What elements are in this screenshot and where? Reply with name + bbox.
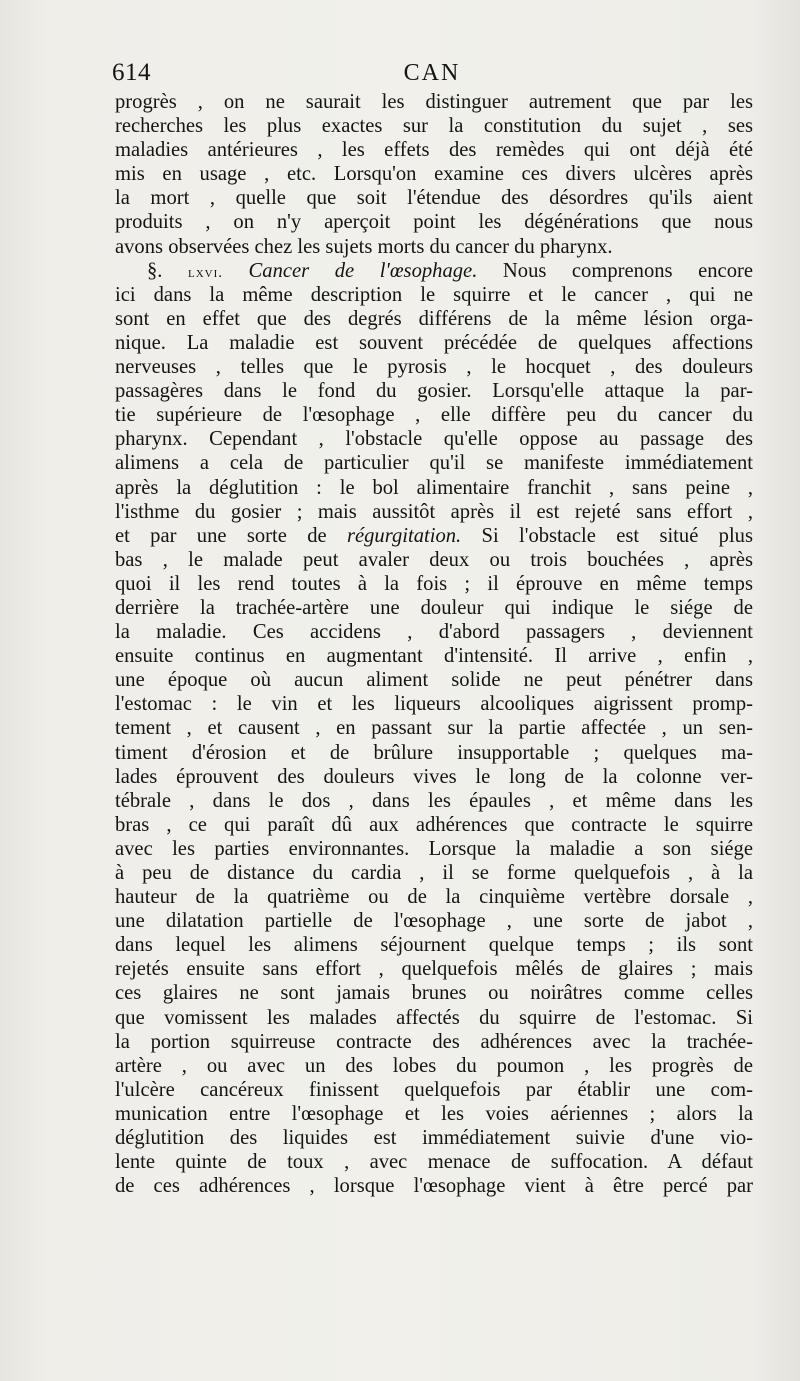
text-line: passagères dans le fond du gosier. Lorsqu'elle attaque la par- [115,380,753,403]
text-line: que vomissent les malades affectés du squirre de l'estomac. Si [115,1006,753,1029]
text-line: la mort , quelle que soit l'étendue des désordres qu'ils aient [115,187,753,210]
text-line: bras , ce qui paraît dû aux adhérences que contracte le squirre [115,813,753,836]
page-number: 614 [112,59,151,86]
text-line: alimens a cela de particulier qu'il se manifeste immédiatement [115,452,753,475]
text-line: ces glaires ne sont jamais brunes ou noirâtres comme celles [115,982,753,1005]
text-line: ici dans la même description le squirre et le cancer , qui ne [115,283,753,306]
section-title: Cancer de l'œsophage. [223,259,478,282]
section-heading-rest: Nous comprenons encore [477,259,753,282]
section-sign: §. [147,259,188,282]
text-line: l'ulcère cancéreux finissent quelquefois par établir une com- [115,1078,753,1101]
text-line: mis en usage , etc. Lorsqu'on examine ces divers ulcères après [115,163,753,186]
text-line: hauteur de la quatrième ou de la cinquième vertèbre dorsale , [115,886,753,909]
text-line: à peu de distance du cardia , il se forme quelquefois , à la [115,862,753,884]
text-line: pharynx. Cependant , l'obstacle qu'elle oppose au passage des [115,428,753,451]
text-line: tement , et causent , en passant sur la partie affectée , un sen- [115,717,753,740]
text-line: nerveuses , telles que le pyrosis , le hocquet , des douleurs [115,356,753,379]
text-line: déglutition des liquides est immédiatement suivie d'une vio- [115,1127,753,1150]
text-line: de ces adhérences , lorsque l'œsophage vient à être percé par [115,1175,753,1198]
text-line: la maladie. Ces accidens , d'abord passagers , deviennent [115,621,753,644]
text-line: lente quinte de toux , avec menace de suffocation. A défaut [115,1151,753,1174]
text-line-with-italic [115,524,753,548]
text-line: artère , ou avec un des lobes du poumon , les progrès de [115,1054,753,1077]
text-line: l'estomac : le vin et les liqueurs alcooliques aigrissent promp- [115,693,753,716]
text-line: quoi il les rend toutes à la fois ; il éprouve en même temps [115,572,753,595]
text-line: recherches les plus exactes sur la constitution du sujet , ses [115,115,753,138]
text-line: nique. La maladie est souvent précédée de quelques affections [115,331,753,354]
text-line: après la déglutition : le bol alimentaire franchit , sans peine , [115,476,753,499]
line-segment: et par une sorte de [115,524,347,547]
text-line: rejetés ensuite sans effort , quelquefois mêlés de glaires ; mais [115,958,753,981]
text-line: tébrale , dans le dos , dans les épaules , et même dans les [115,789,753,812]
text-line: la portion squirreuse contracte des adhérences avec la trachée- [115,1030,753,1053]
page-header [112,56,752,90]
text-line: dans lequel les alimens séjournent quelque temps ; ils sont [115,934,753,957]
text-line: produits , on n'y aperçoit point les dégénérations que nous [115,211,753,234]
text-line: avons observées chez les sujets morts du cancer du pharynx. [115,235,613,258]
italic-term: régurgitation. [346,524,462,547]
text-line: timent d'érosion et de brûlure insupportable ; quelques ma- [115,741,753,764]
text-line: maladies antérieures , les effets des remèdes qui ont déjà été [115,139,753,162]
section-number: lxvi. [187,264,224,281]
text-line: tie supérieure de l'œsophage , elle diffère peu du cancer du [115,404,753,427]
text-line: sont en effet que des degrés différens de la même lésion orga- [115,307,753,330]
body-text [115,90,753,1198]
line-segment: Si l'obstacle est situé plus [461,524,753,547]
text-line: bas , le malade peut avaler deux ou trois bouchées , après [115,548,753,571]
text-line: ensuite continus en augmentant d'intensité. Il arrive , enfin , [115,645,753,668]
text-line: munication entre l'œsophage et les voies aériennes ; alors la [115,1102,753,1125]
text-line: l'isthme du gosier ; mais aussitôt après il est rejeté sans effort , [115,500,753,523]
section-heading-line [115,259,753,283]
text-line: avec les parties environnantes. Lorsque la maladie a son siége [115,837,753,860]
text-line: une dilatation partielle de l'œsophage , une sorte de jabot , [115,910,753,933]
running-head: CAN [403,60,461,86]
text-line: progrès , on ne saurait les distinguer autrement que par les [115,91,753,113]
text-line: derrière la trachée-artère une douleur qui indique le siége de [115,596,753,619]
text-line: une époque où aucun aliment solide ne peut pénétrer dans [115,669,753,692]
text-line: lades éprouvent des douleurs vives le long de la colonne ver- [115,765,753,788]
